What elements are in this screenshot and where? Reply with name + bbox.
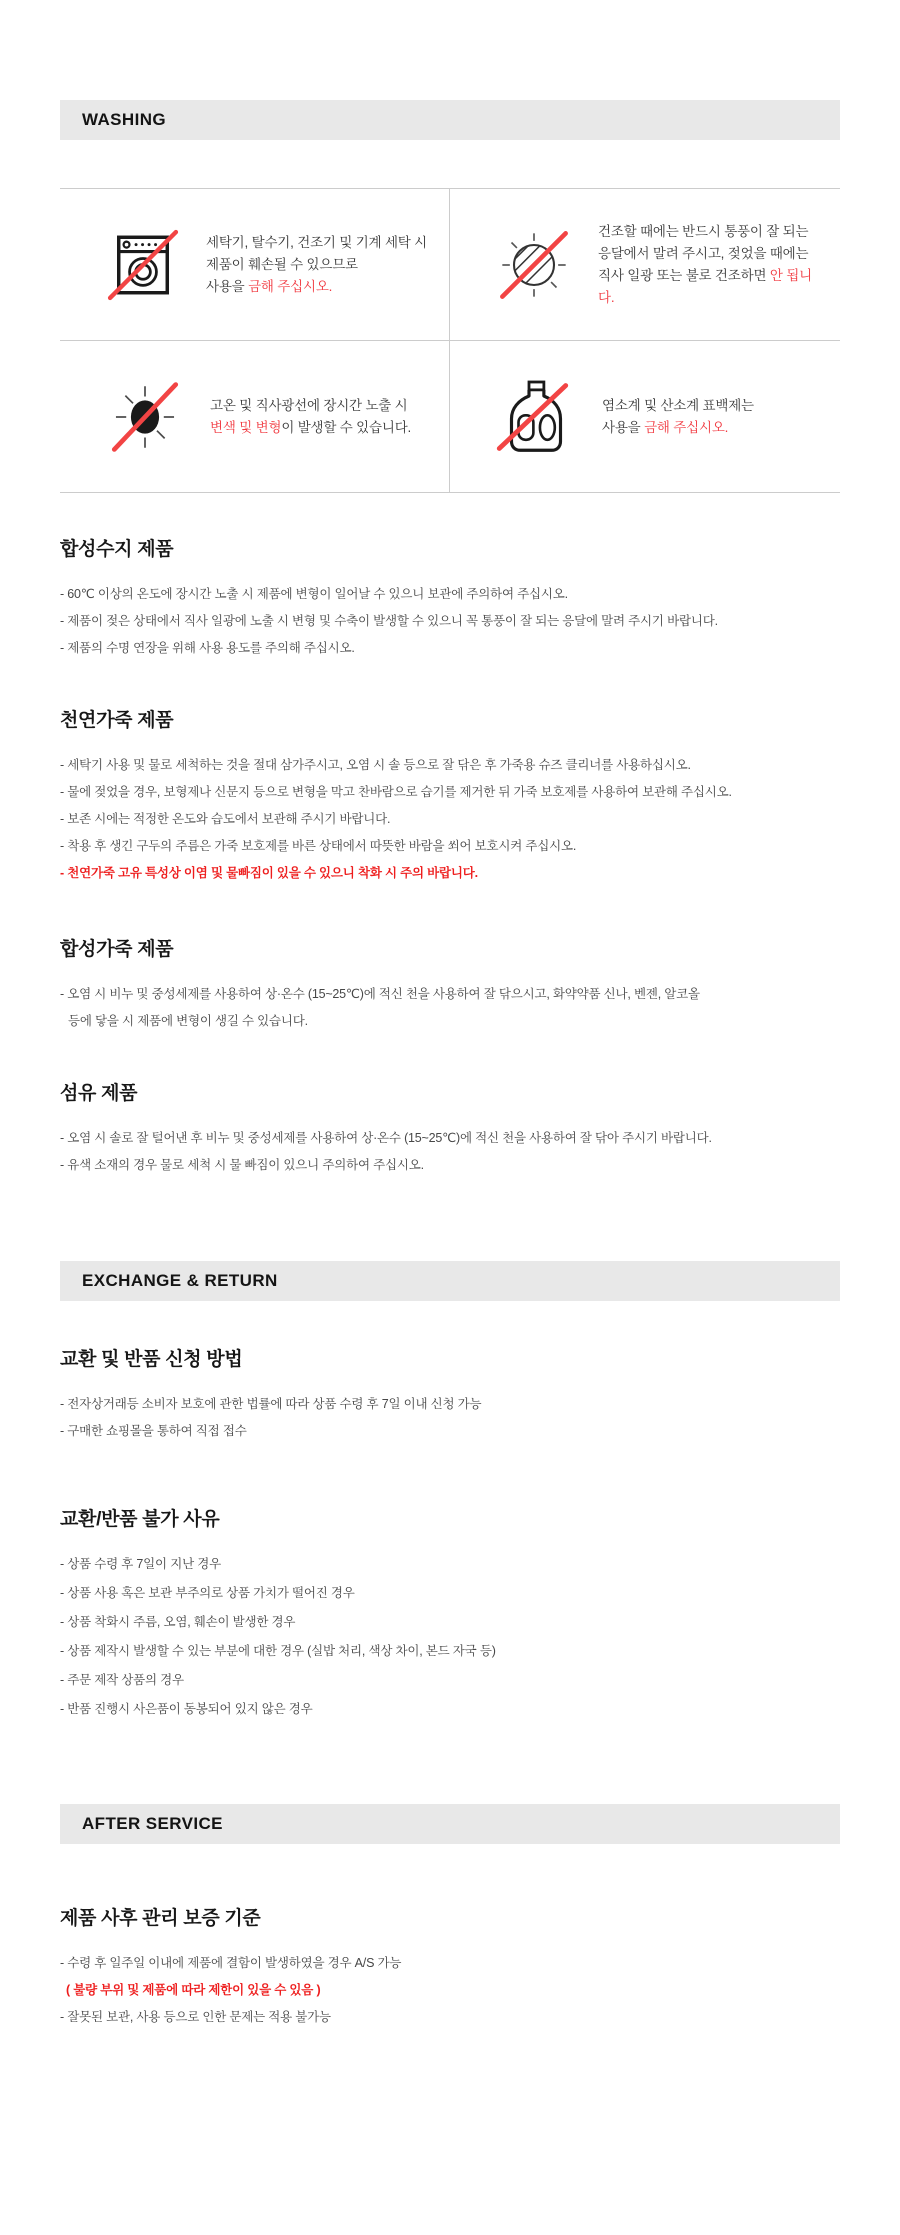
section-items xyxy=(60,1395,840,1441)
no-bleach-icon xyxy=(494,375,578,459)
section-title: 섬유 제품 xyxy=(60,1083,138,1104)
care-text-line: 사용을 xyxy=(602,419,645,435)
care-item-continuation: 등에 닿을 시 제품에 변형이 생길 수 있습니다. xyxy=(68,1014,308,1028)
policy-item: - 구매한 쇼핑몰을 통하여 직접 접수 xyxy=(60,1424,247,1438)
section-items xyxy=(60,756,840,883)
policy-item: - 상품 수령 후 7일이 지난 경우 xyxy=(60,1557,221,1571)
care-cell-text xyxy=(206,232,427,298)
care-cell-text xyxy=(598,221,822,309)
washing-care-table xyxy=(60,188,840,493)
care-text-line: 응달에서 말려 주시고, 젖었을 때에는 xyxy=(598,245,809,261)
exchange-section-header: EXCHANGE & RETURN xyxy=(60,1261,840,1301)
care-cell-no-direct-sunlight xyxy=(60,341,450,492)
care-text-line: 고온 및 직사광선에 장시간 노출 시 xyxy=(210,397,408,413)
section-items xyxy=(60,985,840,1031)
care-cell-text xyxy=(210,395,411,439)
care-item: - 보존 시에는 적정한 온도와 습도에서 보관해 주시기 바랍니다. xyxy=(60,812,391,826)
section-items xyxy=(60,1129,840,1175)
care-item: - 제품의 수명 연장을 위해 사용 용도를 주의해 주십시오. xyxy=(60,641,355,655)
washing-section-header: WASHING xyxy=(60,100,840,140)
care-item: - 오염 시 솔로 잘 털어낸 후 비누 및 중성세제를 사용하여 상·온수 (15~25℃)에 적신 천을 사용하여 잘 닦아 주시기 바랍니다. xyxy=(60,1131,712,1145)
care-item: - 세탁기 사용 및 물로 세척하는 것을 절대 삼가주시고, 오염 시 솔 등으로 잘 닦은 후 가죽용 슈즈 클리너를 사용하십시오. xyxy=(60,758,691,772)
policy-item: - 상품 착화시 주름, 오염, 훼손이 발생한 경우 xyxy=(60,1615,296,1629)
care-cell-no-machine-wash xyxy=(60,189,450,340)
section-return-not-allowed xyxy=(60,1507,840,1719)
section-title: 교환/반품 불가 사유 xyxy=(60,1509,220,1530)
care-item: - 오염 시 비누 및 중성세제를 사용하여 상·온수 (15~25℃)에 적신 천을 사용하여 잘 닦으시고, 화약약품 신나, 벤젠, 알코올 xyxy=(60,987,700,1001)
care-item: - 유색 소재의 경우 물로 세척 시 물 빠짐이 있으니 주의하여 주십시오. xyxy=(60,1158,424,1172)
care-text-line: 사용을 xyxy=(206,278,249,294)
care-warning-text: - 천연가죽 고유 특성상 이염 및 물빠짐이 있을 수 있으니 착화 시 주의 바랍니다. xyxy=(60,866,478,880)
no-sun-drying-icon xyxy=(494,225,574,305)
care-text-red: 변색 및 변형 xyxy=(210,419,282,435)
policy-item: - 수령 후 일주일 이내에 제품에 결함이 발생하였을 경우 A/S 가능 xyxy=(60,1956,402,1970)
no-direct-sunlight-icon xyxy=(104,376,186,458)
care-text-line: 이 발생할 수 있습니다. xyxy=(281,419,412,435)
section-as-policy xyxy=(60,1906,840,2027)
care-item: - 착용 후 생긴 구두의 주름은 가죽 보호제를 바른 상태에서 따뜻한 바람을 쐬어 보호시켜 주십시오. xyxy=(60,839,577,853)
care-text-line: 제품이 훼손될 수 있으므로 xyxy=(206,256,358,272)
section-items xyxy=(60,1954,840,2027)
policy-item: - 전자상거래등 소비자 보호에 관한 법률에 따라 상품 수령 후 7일 이내 신청 가능 xyxy=(60,1397,482,1411)
care-text-line: 염소계 및 산소계 표백제는 xyxy=(602,397,754,413)
section-fiber xyxy=(60,1081,840,1175)
section-title: 교환 및 반품 신청 방법 xyxy=(60,1349,243,1370)
care-item: - 60℃ 이상의 온도에 장시간 노출 시 제품에 변형이 일어날 수 있으니 보관에 주의하여 주십시오. xyxy=(60,587,568,601)
policy-item: - 상품 제작시 발생할 수 있는 부분에 대한 경우 (실밥 처리, 색상 차이, 본드 자국 등) xyxy=(60,1644,496,1658)
policy-item: - 잘못된 보관, 사용 등으로 인한 문제는 적용 불가능 xyxy=(60,2010,331,2024)
no-washing-machine-icon xyxy=(104,226,182,304)
care-text-line: 직사 일광 또는 불로 건조하면 xyxy=(598,267,770,283)
section-items xyxy=(60,1555,840,1719)
policy-item: - 주문 제작 상품의 경우 xyxy=(60,1673,184,1687)
care-item: - 제품이 젖은 상태에서 직사 일광에 노출 시 변형 및 수축이 발생할 수 있으니 꼭 통풍이 잘 되는 응달에 말려 주시기 바랍니다. xyxy=(60,614,718,628)
section-synthetic-leather xyxy=(60,937,840,1031)
care-cell-no-bleach xyxy=(450,341,840,492)
care-item: - 물에 젖었을 경우, 보형제나 신문지 등으로 변형을 막고 찬바람으로 습기를 제거한 뒤 가죽 보호제를 사용하여 보관해 주십시오. xyxy=(60,785,732,799)
policy-warning-text: ( 불량 부위 및 제품에 따라 제한이 있을 수 있음 ) xyxy=(66,1983,321,1997)
content-column xyxy=(60,0,840,2225)
care-table-row xyxy=(60,341,840,492)
care-text-red: 금해 주십시오. xyxy=(644,419,729,435)
care-text-line: 세탁기, 탈수기, 건조기 및 기계 세탁 시 xyxy=(206,234,428,250)
care-cell-no-sun-drying xyxy=(450,189,840,340)
care-text-red: 안 됩니다. xyxy=(598,267,812,305)
care-text-line: 건조할 때에는 반드시 통풍이 잘 되는 xyxy=(598,223,809,239)
section-title: 천연가죽 제품 xyxy=(60,710,174,731)
policy-item: - 상품 사용 혹은 보관 부주의로 상품 가치가 떨어진 경우 xyxy=(60,1586,355,1600)
section-title: 제품 사후 관리 보증 기준 xyxy=(60,1908,261,1929)
care-cell-text xyxy=(602,395,754,439)
section-items xyxy=(60,585,840,658)
care-table-row xyxy=(60,189,840,341)
section-title: 합성수지 제품 xyxy=(60,539,174,560)
section-title: 합성가죽 제품 xyxy=(60,939,174,960)
care-text-red: 금해 주십시오. xyxy=(248,278,333,294)
section-synthetic-resin xyxy=(60,537,840,658)
section-return-howto xyxy=(60,1347,840,1441)
after-service-section-header: AFTER SERVICE xyxy=(60,1804,840,1844)
policy-item: - 반품 진행시 사은품이 동봉되어 있지 않은 경우 xyxy=(60,1702,313,1716)
section-natural-leather xyxy=(60,708,840,883)
